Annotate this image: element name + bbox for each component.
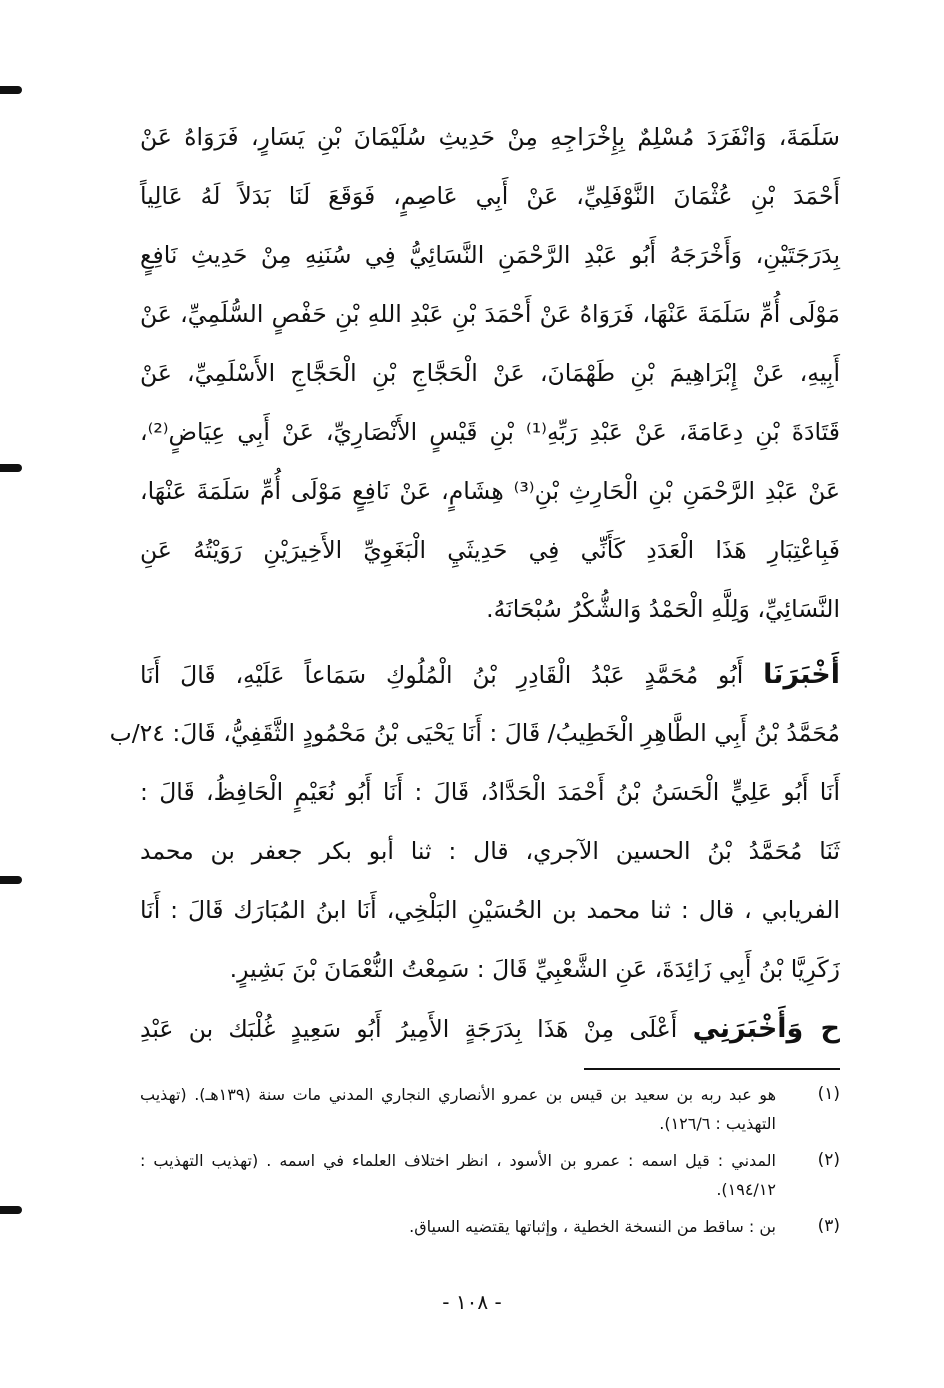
margin-mark-lower	[0, 1206, 22, 1214]
footnote-text: بن : ساقط من النسخة الخطية ، وإثباتها يقتضيه السياق.	[409, 1217, 776, 1236]
footnote-text: هو عبد ربه بن سعيد بن قيس بن عمرو الأنصاري النجاري المدني مات سنة (١٣٩هـ). (تهذيب التهذيب : ١٢٦/٦).	[140, 1085, 777, 1133]
text-line: سَلَمَةَ، وَانْفَرَدَ مُسْلِمٌ بِإِخْرَاجِهِ مِنْ حَدِيثِ سُلَيْمَانَ بْنِ يَسَارٍ، فَرَوَاهُ عَنْ	[140, 123, 840, 151]
paragraph-opening-line	[140, 645, 840, 704]
text-line: بِدَرَجَتَيْنِ، وَأَخْرَجَهُ أَبُو عَبْدِ الرَّحْمَنِ النَّسَائِيُّ فِي سُنَنِهِ مِنْ حَدِيثِ نَافِعٍ	[140, 241, 840, 269]
text-line: زَكَرِيَّا بْنُ أَبِي زَائِدَةَ، عَنِ الشَّعْبِيِّ قَالَ : سَمِعْتُ النُّعْمَانَ بْنَ بَشِيرٍ.	[229, 955, 840, 983]
margin-mark-upper	[0, 464, 22, 472]
text-line: عَنْ عَبْدِ الرَّحْمَنِ بْنِ الْحَارِثِ بْنِ⁽³⁾ هِشَامٍ، عَنْ نَافِعٍ مَوْلَى أُمِّ سَلَمَةَ عَنْهَا،	[140, 477, 840, 505]
text-line: أَنَا أَبُو عَلِيٍّ الْحَسَنُ بْنُ أَحْمَدَ الْحَدَّادُ، قَالَ : أَنَا أَبُو نُعَيْمٍ الْحَافِظُ، قَالَ :	[140, 778, 840, 806]
text-line: قَتَادَةَ بْنِ دِعَامَةَ، عَنْ عَبْدِ رَبِّهِ⁽¹⁾ بْنِ قَيْسٍ الأَنْصَارِيِّ، عَنْ أَبِي عِيَاضٍ⁽²⁾،	[140, 418, 840, 446]
text-line: أَبِيهِ، عَنْ إِبْرَاهِيمَ بْنِ طَهْمَانَ، عَنْ الْحَجَّاجِ بْنِ الْحَجَّاجِ الأَسْلَمِيِّ، عَنْ	[140, 359, 840, 387]
paragraph-opening-line	[140, 999, 840, 1058]
text-line: مَوْلَى أُمِّ سَلَمَةَ عَنْهَا، فَرَوَاهُ عَنْ أَحْمَدَ بْنِ عَبْدِ اللهِ بْنِ حَفْصٍ السُّلَمِيِّ، عَنْ	[140, 300, 840, 328]
footnote-text: المدني : قيل اسمه : عمرو بن الأسود ، انظر اختلاف العلماء في اسمه . (تهذيب التهذيب : ١٩٤/١٢).	[140, 1151, 776, 1199]
footnote-number: (١)	[817, 1084, 840, 1104]
footnote-separator	[584, 1068, 840, 1070]
paragraph-lead-word: ح وَأَخْبَرَنِي	[692, 1013, 840, 1044]
text-line: مُحَمَّدُ بْنُ أَبِي الطَّاهِرِ الْخَطِيبُ/ قَالَ : أَنَا يَحْيَى بْنُ مَحْمُودٍ الثَّقَفِيُّ، قَالَ: ٢٤/ب	[109, 719, 840, 747]
text-line: النَّسَائِيِّ، وَلِلَّهِ الْحَمْدُ وَالشُّكْرُ سُبْحَانَهُ.	[486, 595, 840, 623]
main-text	[109, 108, 840, 1058]
paragraph-lead-word: أَخْبَرَنَا	[763, 659, 840, 690]
footnote-number: (٢)	[817, 1150, 840, 1170]
text-line: أَحْمَدَ بْنِ عُثْمَانَ النَّوْفَلِيِّ، عَنْ أَبِي عَاصِمٍ، فَوَقَعَ لَنَا بَدَلاً لَهُ عَالِياً	[140, 182, 840, 210]
footnote-number: (٣)	[817, 1216, 840, 1236]
text-line: ثَنَا مُحَمَّدُ بْنُ الحسين الآجري، قال : ثنا أبو بكر جعفر بن محمد	[140, 837, 840, 865]
text-line: فَبِاعْتِبَارِ هَذَا الْعَدَدِ كَأَنِّي فِي حَدِيثَيِ الْبَغَوِيِّ الأَخِيرَيْنِ رَوَيْتُهُ عَنِ	[140, 536, 840, 564]
footnote	[140, 1080, 840, 1138]
footnote	[140, 1146, 840, 1204]
margin-mark-top	[0, 86, 22, 94]
footnote	[140, 1212, 840, 1241]
page-number: - ١٠٨ -	[442, 1290, 502, 1314]
margin-mark-middle	[0, 876, 22, 884]
paragraph-opening-text: أَعْلَى مِنْ هَذَا بِدَرَجَةٍ الأَمِيرُ أَبُو سَعِيدٍ غُلْبَك بن عَبْدِ	[140, 1015, 678, 1043]
footnotes	[140, 1080, 840, 1249]
paragraph-opening-text: أَبُو مُحَمَّدٍ عَبْدُ الْقَادِرِ بْنُ الْمُلُوكِ سَمَاعاً عَلَيْهِ، قَالَ أَنَا	[140, 661, 744, 689]
text-line: الفريابي ، قال : ثنا محمد بن الحُسَيْنِ البَلْخِي، أَنَا ابنُ المُبَارَك قَالَ : أَنَا	[140, 896, 840, 924]
